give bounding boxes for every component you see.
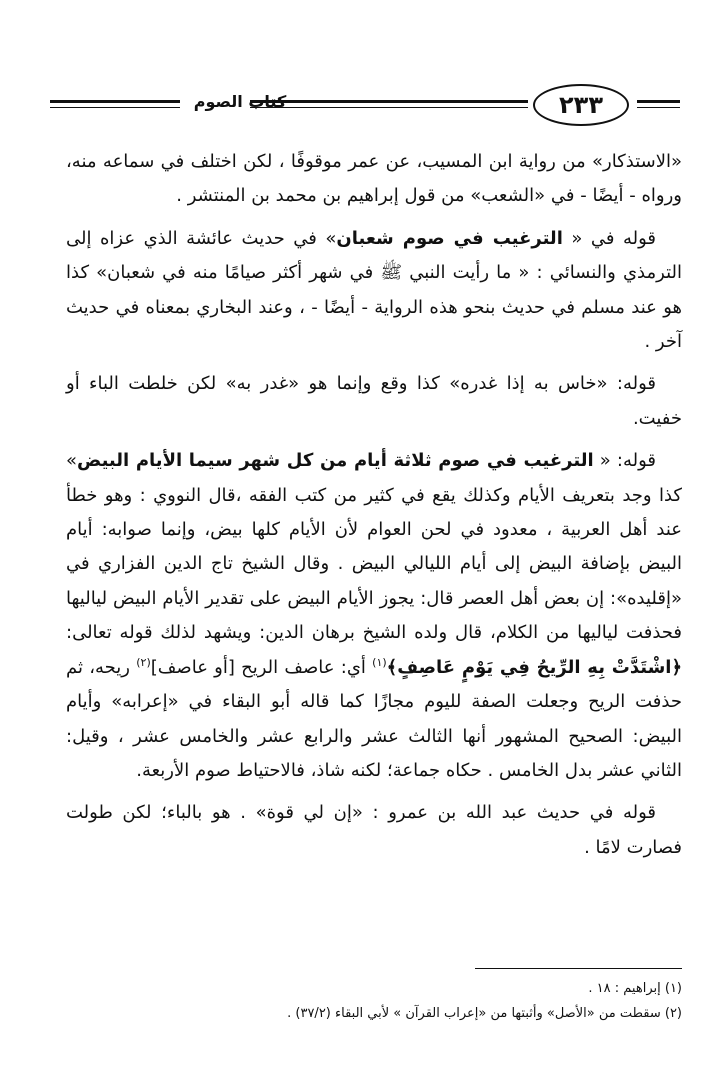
page-header [50,82,680,132]
header-rule-left-top [50,100,180,103]
footnote-2: (٢) سقطت من «الأصل» وأثبتها من «إعراب القرآن » لأبي البقاء (٣٧/٢) . [287,1006,682,1021]
footnotes [66,976,682,1026]
chapter-title-shaban: الترغيب في صوم شعبان [336,227,563,249]
footnote-divider [475,968,682,969]
paragraph-2-text: » في حديث عائشة الذي عزاه إلى الترمذي والنسائي : « ما رأيت النبي ﷺ في شهر أكثر صيامًا منه في شعبان» كذا هو عند مسلم في حديث بنحو هذه الرواية - أيضًا - ، وعند البخاري بمعناه في حديث آخر . [66,227,682,353]
chapter-title-white-days: الترغيب في صوم ثلاثة أيام من كل شهر سيما الأيام البيض [77,450,594,472]
paragraph-2-lead: قوله في « [562,227,657,249]
paragraph-1-text: «الاستذكار» من رواية ابن المسيب، عن عمر موقوفًا ، لكن اختلف في سماعه منه، ورواه - أيضًا - في «الشعب» من قول إبراهيم بن محمد بن المنتشر . [66,151,682,207]
paragraph-2 [66,222,682,360]
footnote-ref-1: (١) [372,655,387,669]
main-text [66,145,682,873]
footnote-1: (١) إبراهيم : ١٨ . [588,981,682,996]
paragraph-4-text-a: » كذا وجد بتعريف الأيام وكذلك يقع في كثير من كتب الفقه ،قال النووي : وهو خطأ عند أهل العربية ، معدود في لحن العوام لأن الأيام كلها بيض، وإنما صوابه: أيام البيض بإضافة البيض إلى أيام الليالي البيض . وقال الشيخ تاج الدين الفزاري في «إقليده»: إن بعض أهل العصر قال: يجوز الأيام البيض على تقدير الأيام البيض لياليها فحذفت لياليها من الكلام، قال ولده الشيخ برهان الدين: ويشهد لذلك قوله تعالى: [66,450,682,644]
quran-verse: ﴿اشْتَدَّتْ بِهِ الرِّيحُ فِي يَوْمٍ عَاصِفٍ﴾ [386,656,683,678]
paragraph-4-lead: قوله: « [593,450,657,472]
paragraph-4 [66,444,682,788]
running-title: كتاب الصوم [193,92,287,111]
header-rule-right-top [637,100,680,103]
header-rule-right-bottom [637,107,680,108]
paragraph-4-text-c: ريحه، ثم حذفت الريح وجعلت الصفة لليوم مجازًا كما قاله أبو البقاء في «إعرابه» وأيام البيض: الصحيح المشهور أنها الثالث عشر والرابع عشر والخامس عشر ، وقيل: الثاني عشر بدل الخامس . حكاه جماعة؛ لكنه شاذ، فالاحتياط صوم الأربعة. [66,656,682,781]
page-number: ٢٣٣ [533,84,629,126]
paragraph-5-text: قوله في حديث عبد الله بن عمرو : «إن لي قوة» . هو بالباء؛ لكن طولت فصارت لامًا . [66,802,682,858]
paragraph-3-text: قوله: «خاس به إذا غدره» كذا وقع وإنما هو «غدر به» لكن خلطت الباء أو خفيت. [66,373,682,429]
paragraph-4-text-b: أي: عاصف الريح [أو عاصف] [150,656,373,678]
paragraph-3 [66,367,682,436]
header-rule-left-bottom [50,107,180,108]
paragraph-5 [66,796,682,865]
paragraph-1 [66,145,682,214]
footnote-ref-2: (٢) [136,655,151,669]
